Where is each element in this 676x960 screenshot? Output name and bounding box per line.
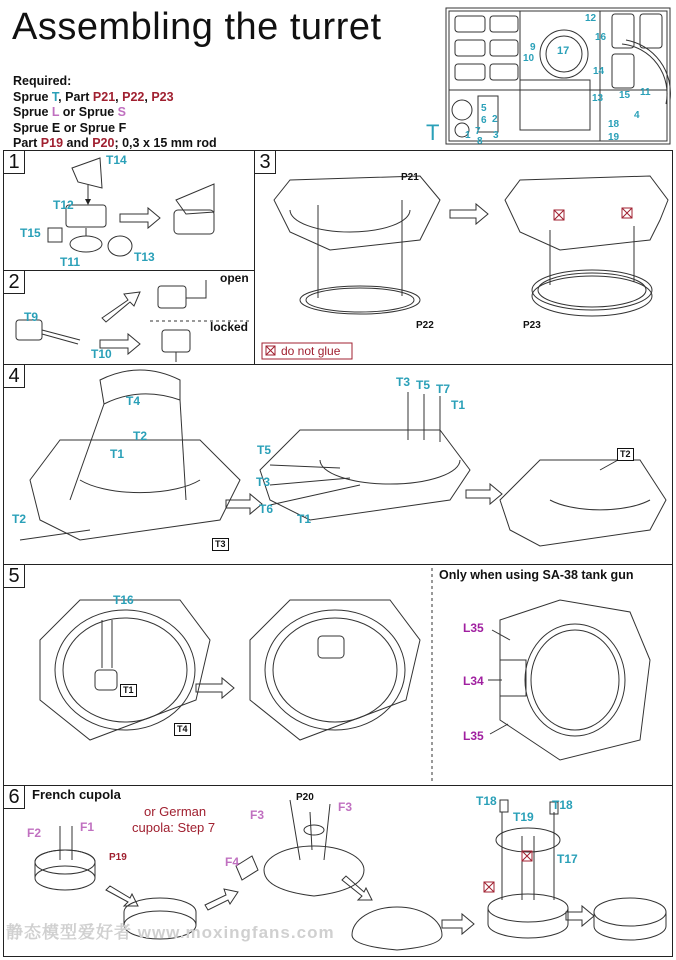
label-t10: T10: [91, 347, 112, 361]
ref-box-t1: T1: [120, 684, 137, 697]
step-4-panel: [3, 364, 673, 565]
label-t15: T15: [20, 226, 41, 240]
required-line-3: Sprue E or Sprue F: [13, 120, 127, 135]
sprue-num-7: 7: [475, 126, 481, 137]
sprue-num-19: 19: [608, 132, 620, 143]
step-3-number: 3: [254, 150, 276, 174]
sprue-num-5: 5: [481, 103, 487, 114]
label-f3-a: F3: [250, 808, 265, 822]
label-p20: P20: [296, 792, 314, 803]
label-f4: F4: [225, 855, 240, 869]
label-t2-b: T2: [12, 512, 27, 526]
label-t14: T14: [106, 153, 127, 167]
label-t3-a: T3: [396, 375, 411, 389]
label-p23: P23: [523, 320, 541, 331]
required-line-1: Sprue T, Part P21, P22, P23: [13, 89, 174, 104]
sprue-num-15: 15: [619, 90, 631, 101]
step-6-number: 6: [3, 785, 25, 809]
sprue-num-6: 6: [481, 115, 487, 126]
step-5-number: 5: [3, 564, 25, 588]
step-1-panel: [3, 150, 255, 271]
sprue-num-11: 11: [640, 87, 651, 98]
required-parts-list: [13, 74, 217, 152]
label-p21: P21: [401, 172, 419, 183]
label-t1-c: T1: [297, 512, 312, 526]
label-open: open: [220, 271, 249, 285]
label-t19: T19: [513, 810, 534, 824]
label-t3-b: T3: [256, 475, 271, 489]
ref-box-t2: T2: [617, 448, 634, 461]
label-t17: T17: [557, 852, 578, 866]
french-cupola-title: French cupola: [32, 787, 121, 802]
sprue-num-9: 9: [530, 42, 536, 53]
sprue-num-14: 14: [593, 66, 605, 77]
step-1-number: 1: [3, 150, 25, 174]
sprue-num-17: 17: [557, 45, 570, 57]
sprue-num-4: 4: [634, 110, 640, 121]
label-t9: T9: [24, 310, 39, 324]
sprue-num-8: 8: [477, 136, 483, 147]
sa38-note: Only when using SA-38 tank gun: [439, 568, 634, 582]
label-t13: T13: [134, 250, 155, 264]
label-t18-a: T18: [476, 794, 497, 808]
label-p19: P19: [109, 852, 127, 863]
step-3-panel: [254, 150, 673, 365]
step-5-panel: [3, 564, 673, 786]
label-t18-b: T18: [552, 798, 573, 812]
do-not-glue-legend: do not glue: [281, 344, 341, 358]
label-f1: F1: [80, 820, 95, 834]
label-f3-b: F3: [338, 800, 353, 814]
german-cupola-note-2: cupola: Step 7: [132, 820, 216, 835]
step-2-number: 2: [3, 270, 25, 294]
required-line-2: Sprue L or Sprue S: [13, 105, 127, 119]
page-title: Assembling the turret: [12, 6, 382, 48]
label-t7: T7: [436, 382, 451, 396]
label-t6: T6: [259, 502, 274, 516]
label-t12: T12: [53, 198, 74, 212]
required-line-4: Part P19 and P20; 0,3 x 15 mm rod: [13, 136, 217, 150]
sprue-num-13: 13: [592, 93, 604, 104]
sprue-num-16: 16: [595, 32, 607, 43]
sprue-letter: T: [426, 120, 440, 145]
sprue-num-10: 10: [523, 53, 535, 64]
label-l35-bottom: L35: [463, 729, 484, 743]
label-t2-a: T2: [133, 429, 148, 443]
label-p22: P22: [416, 320, 434, 331]
label-l35-top: L35: [463, 621, 484, 635]
step-2-panel: [3, 270, 255, 365]
step-4-number: 4: [3, 364, 25, 388]
label-t1-b: T1: [451, 398, 466, 412]
german-cupola-note-1: or German: [144, 804, 207, 819]
sprue-num-2: 2: [492, 114, 498, 125]
label-t16: T16: [113, 593, 134, 607]
ref-box-t3: T3: [212, 538, 229, 551]
sprue-num-12: 12: [585, 13, 597, 24]
label-l34: L34: [463, 674, 484, 688]
label-t5-a: T5: [416, 378, 431, 392]
sprue-num-3: 3: [493, 130, 499, 141]
required-heading: Required:: [13, 74, 72, 88]
label-t5-b: T5: [257, 443, 272, 457]
label-locked: locked: [210, 320, 249, 334]
label-f2: F2: [27, 826, 42, 840]
sprue-num-18: 18: [608, 119, 620, 130]
label-t1-a: T1: [110, 447, 125, 461]
watermark: 静态模型爱好者 www.moxingfans.com: [6, 923, 335, 942]
label-t4: T4: [126, 394, 141, 408]
ref-box-t4: T4: [174, 723, 191, 736]
label-t11: T11: [60, 255, 81, 269]
sprue-num-1: 1: [465, 130, 471, 141]
